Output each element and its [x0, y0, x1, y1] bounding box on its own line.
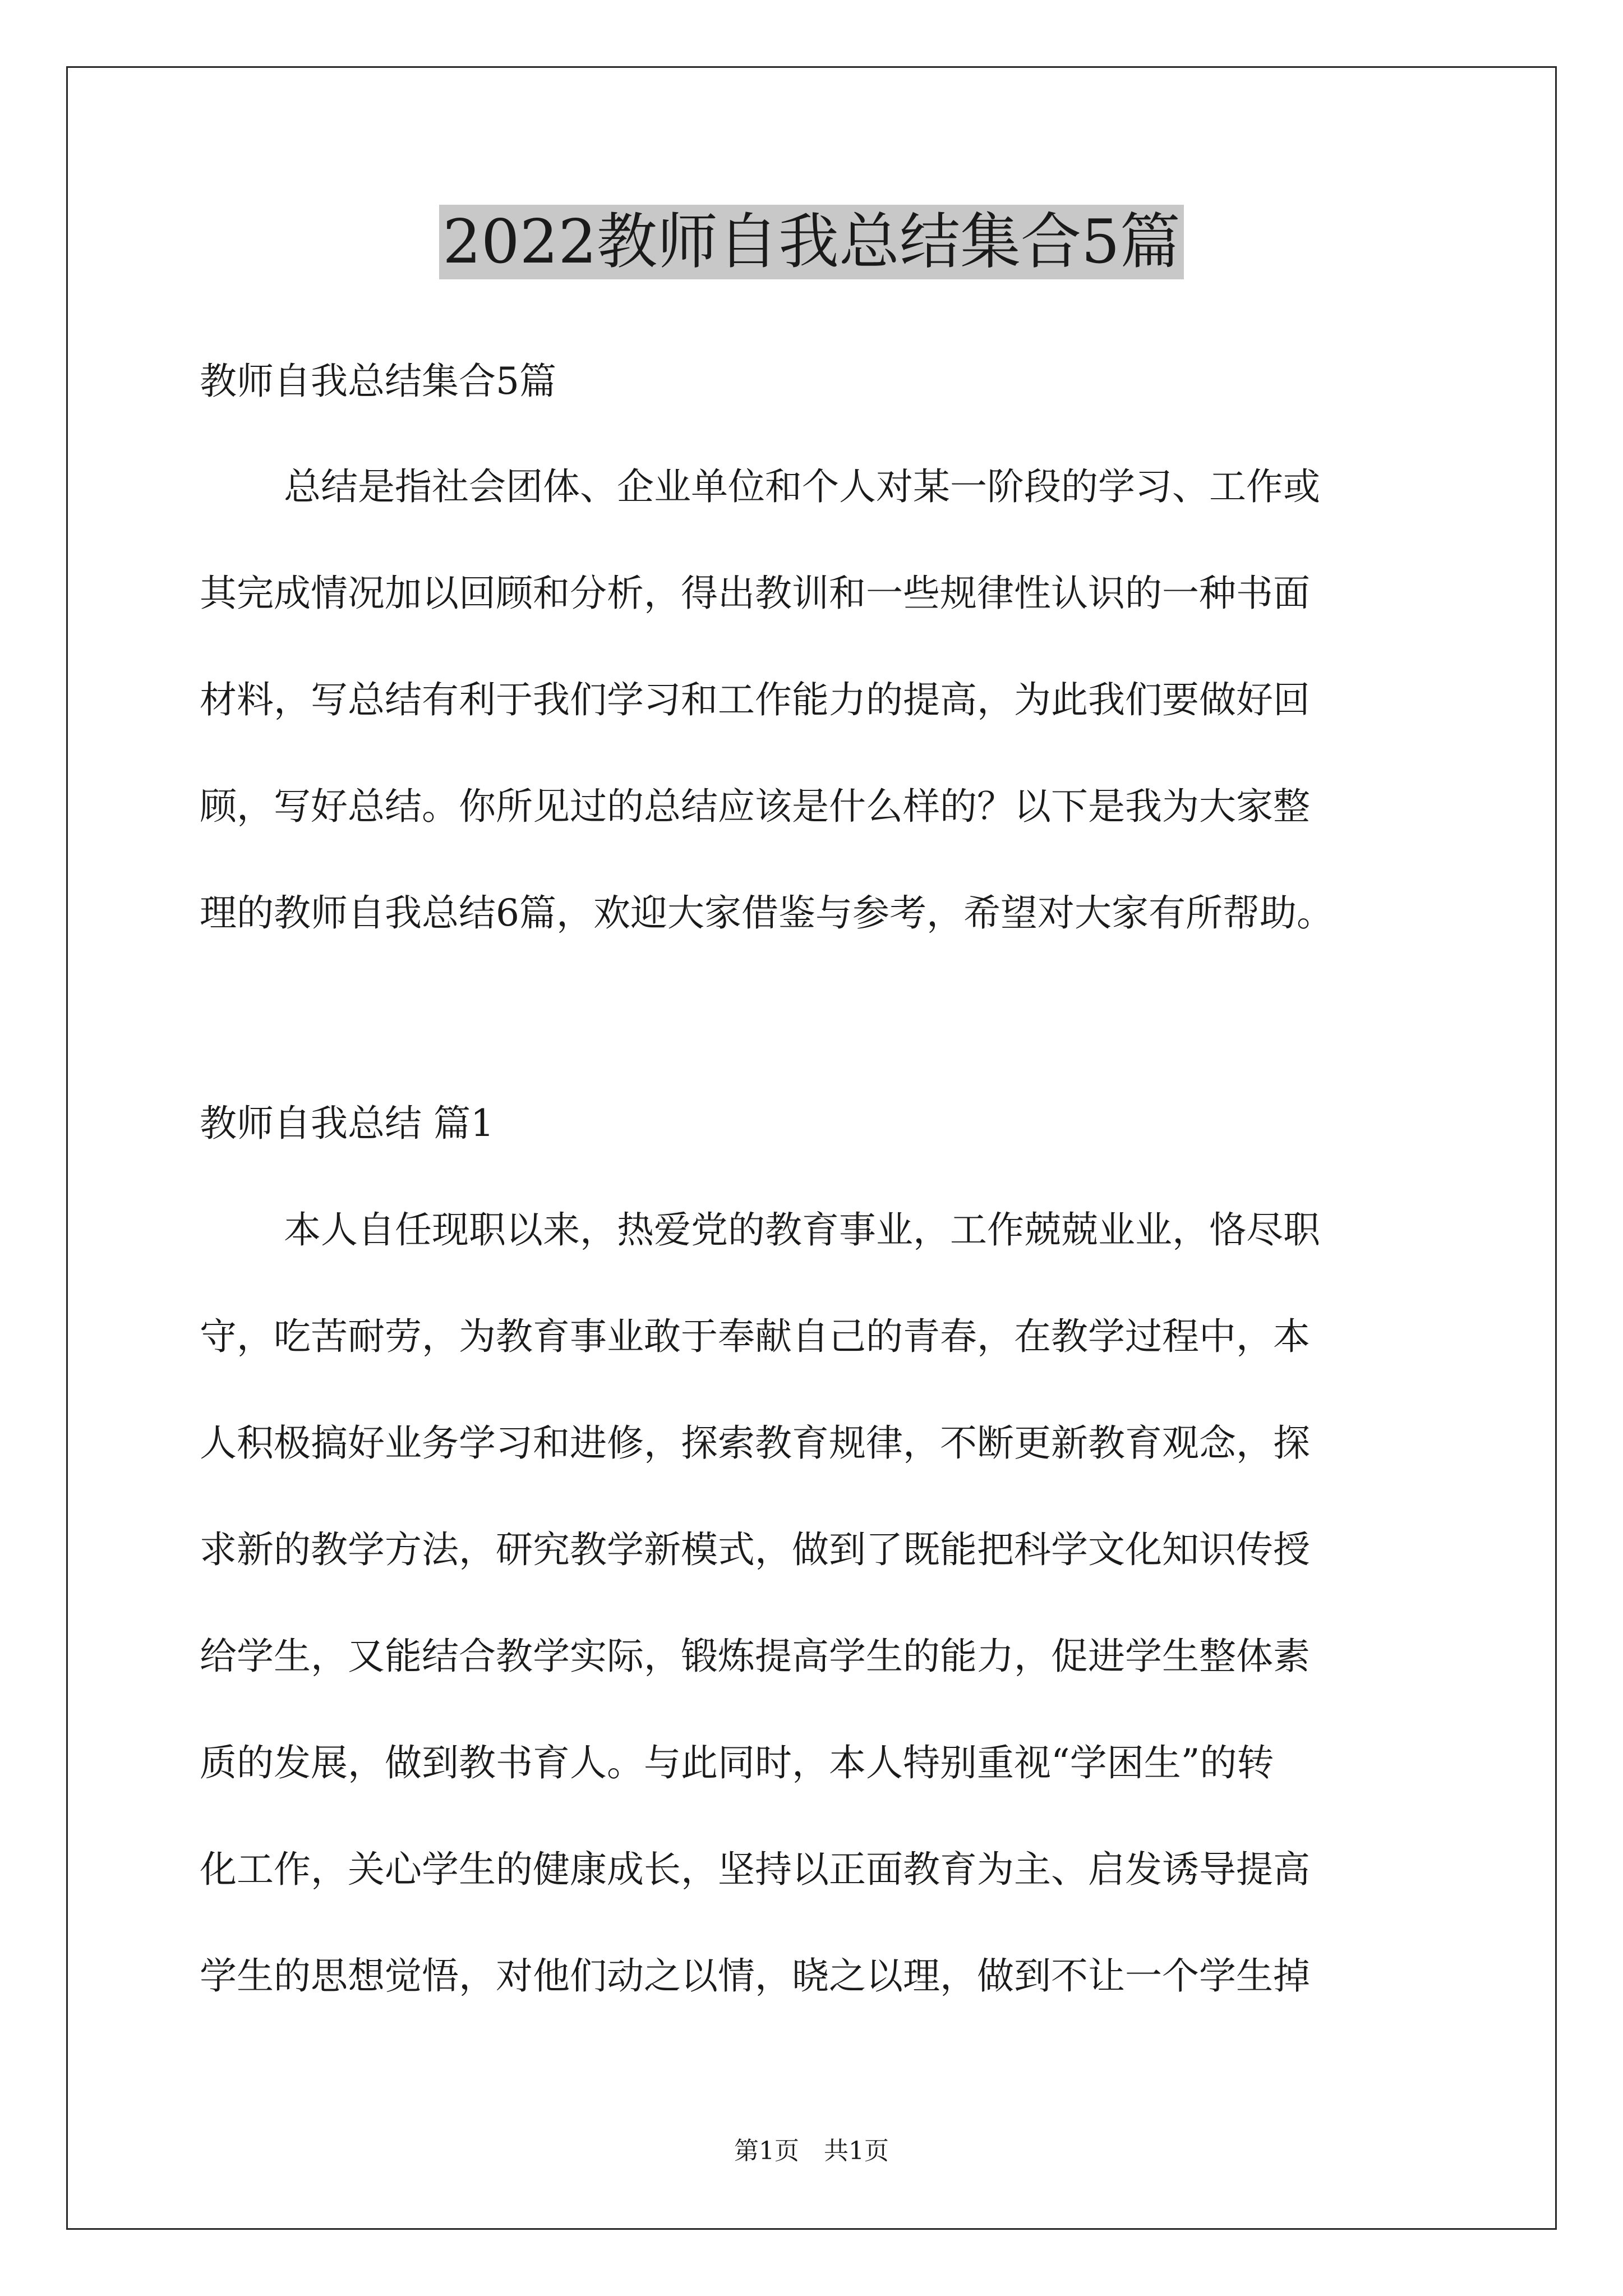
- document-title: [0, 203, 1623, 282]
- document-title-text: 2022教师自我总结集合5篇: [439, 205, 1184, 279]
- intro-paragraph-line: 其完成情况加以回顾和分析，得出教训和一些规律性认识的一种书面: [200, 572, 1310, 615]
- section-paragraph-line: 化工作，关心学生的健康成长，坚持以正面教育为主、启发诱导提高: [200, 1848, 1310, 1891]
- section-paragraph-line: 守，吃苦耐劳，为教育事业敢于奉献自己的青春，在教学过程中，本: [200, 1315, 1310, 1358]
- section-paragraph-line: 人积极搞好业务学习和进修，探索教育规律，不断更新教育观念，探: [200, 1421, 1310, 1465]
- section-paragraph-line: 给学生，又能结合教学实际，锻炼提高学生的能力，促进学生整体素: [200, 1635, 1310, 1678]
- page-number-footer: 第1页 共1页: [734, 2137, 889, 2165]
- intro-paragraph-line: 理的教师自我总结6篇，欢迎大家借鉴与参考，希望对大家有所帮助。: [200, 891, 1334, 935]
- section-paragraph-line: 本人自任现职以来，热爱党的教育事业，工作兢兢业业，恪尽职: [284, 1208, 1320, 1251]
- intro-paragraph-line: 材料，写总结有利于我们学习和工作能力的提高，为此我们要做好回: [200, 678, 1310, 721]
- section-paragraph-line: 学生的思想觉悟，对他们动之以情，晓之以理，做到不让一个学生掉: [200, 1954, 1310, 1998]
- section-heading: 教师自我总结 篇1: [200, 1102, 494, 1145]
- section-paragraph-line: 求新的教学方法，研究教学新模式，做到了既能把科学文化知识传授: [200, 1528, 1310, 1571]
- intro-paragraph-line: 顾，写好总结。你所见过的总结应该是什么样的？以下是我为大家整: [200, 785, 1310, 828]
- intro-paragraph-line: 总结是指社会团体、企业单位和个人对某一阶段的学习、工作或: [284, 465, 1320, 508]
- document-subtitle: 教师自我总结集合5篇: [200, 360, 556, 403]
- section-paragraph-line: 质的发展，做到教书育人。与此同时，本人特别重视“学困生”的转: [200, 1741, 1274, 1784]
